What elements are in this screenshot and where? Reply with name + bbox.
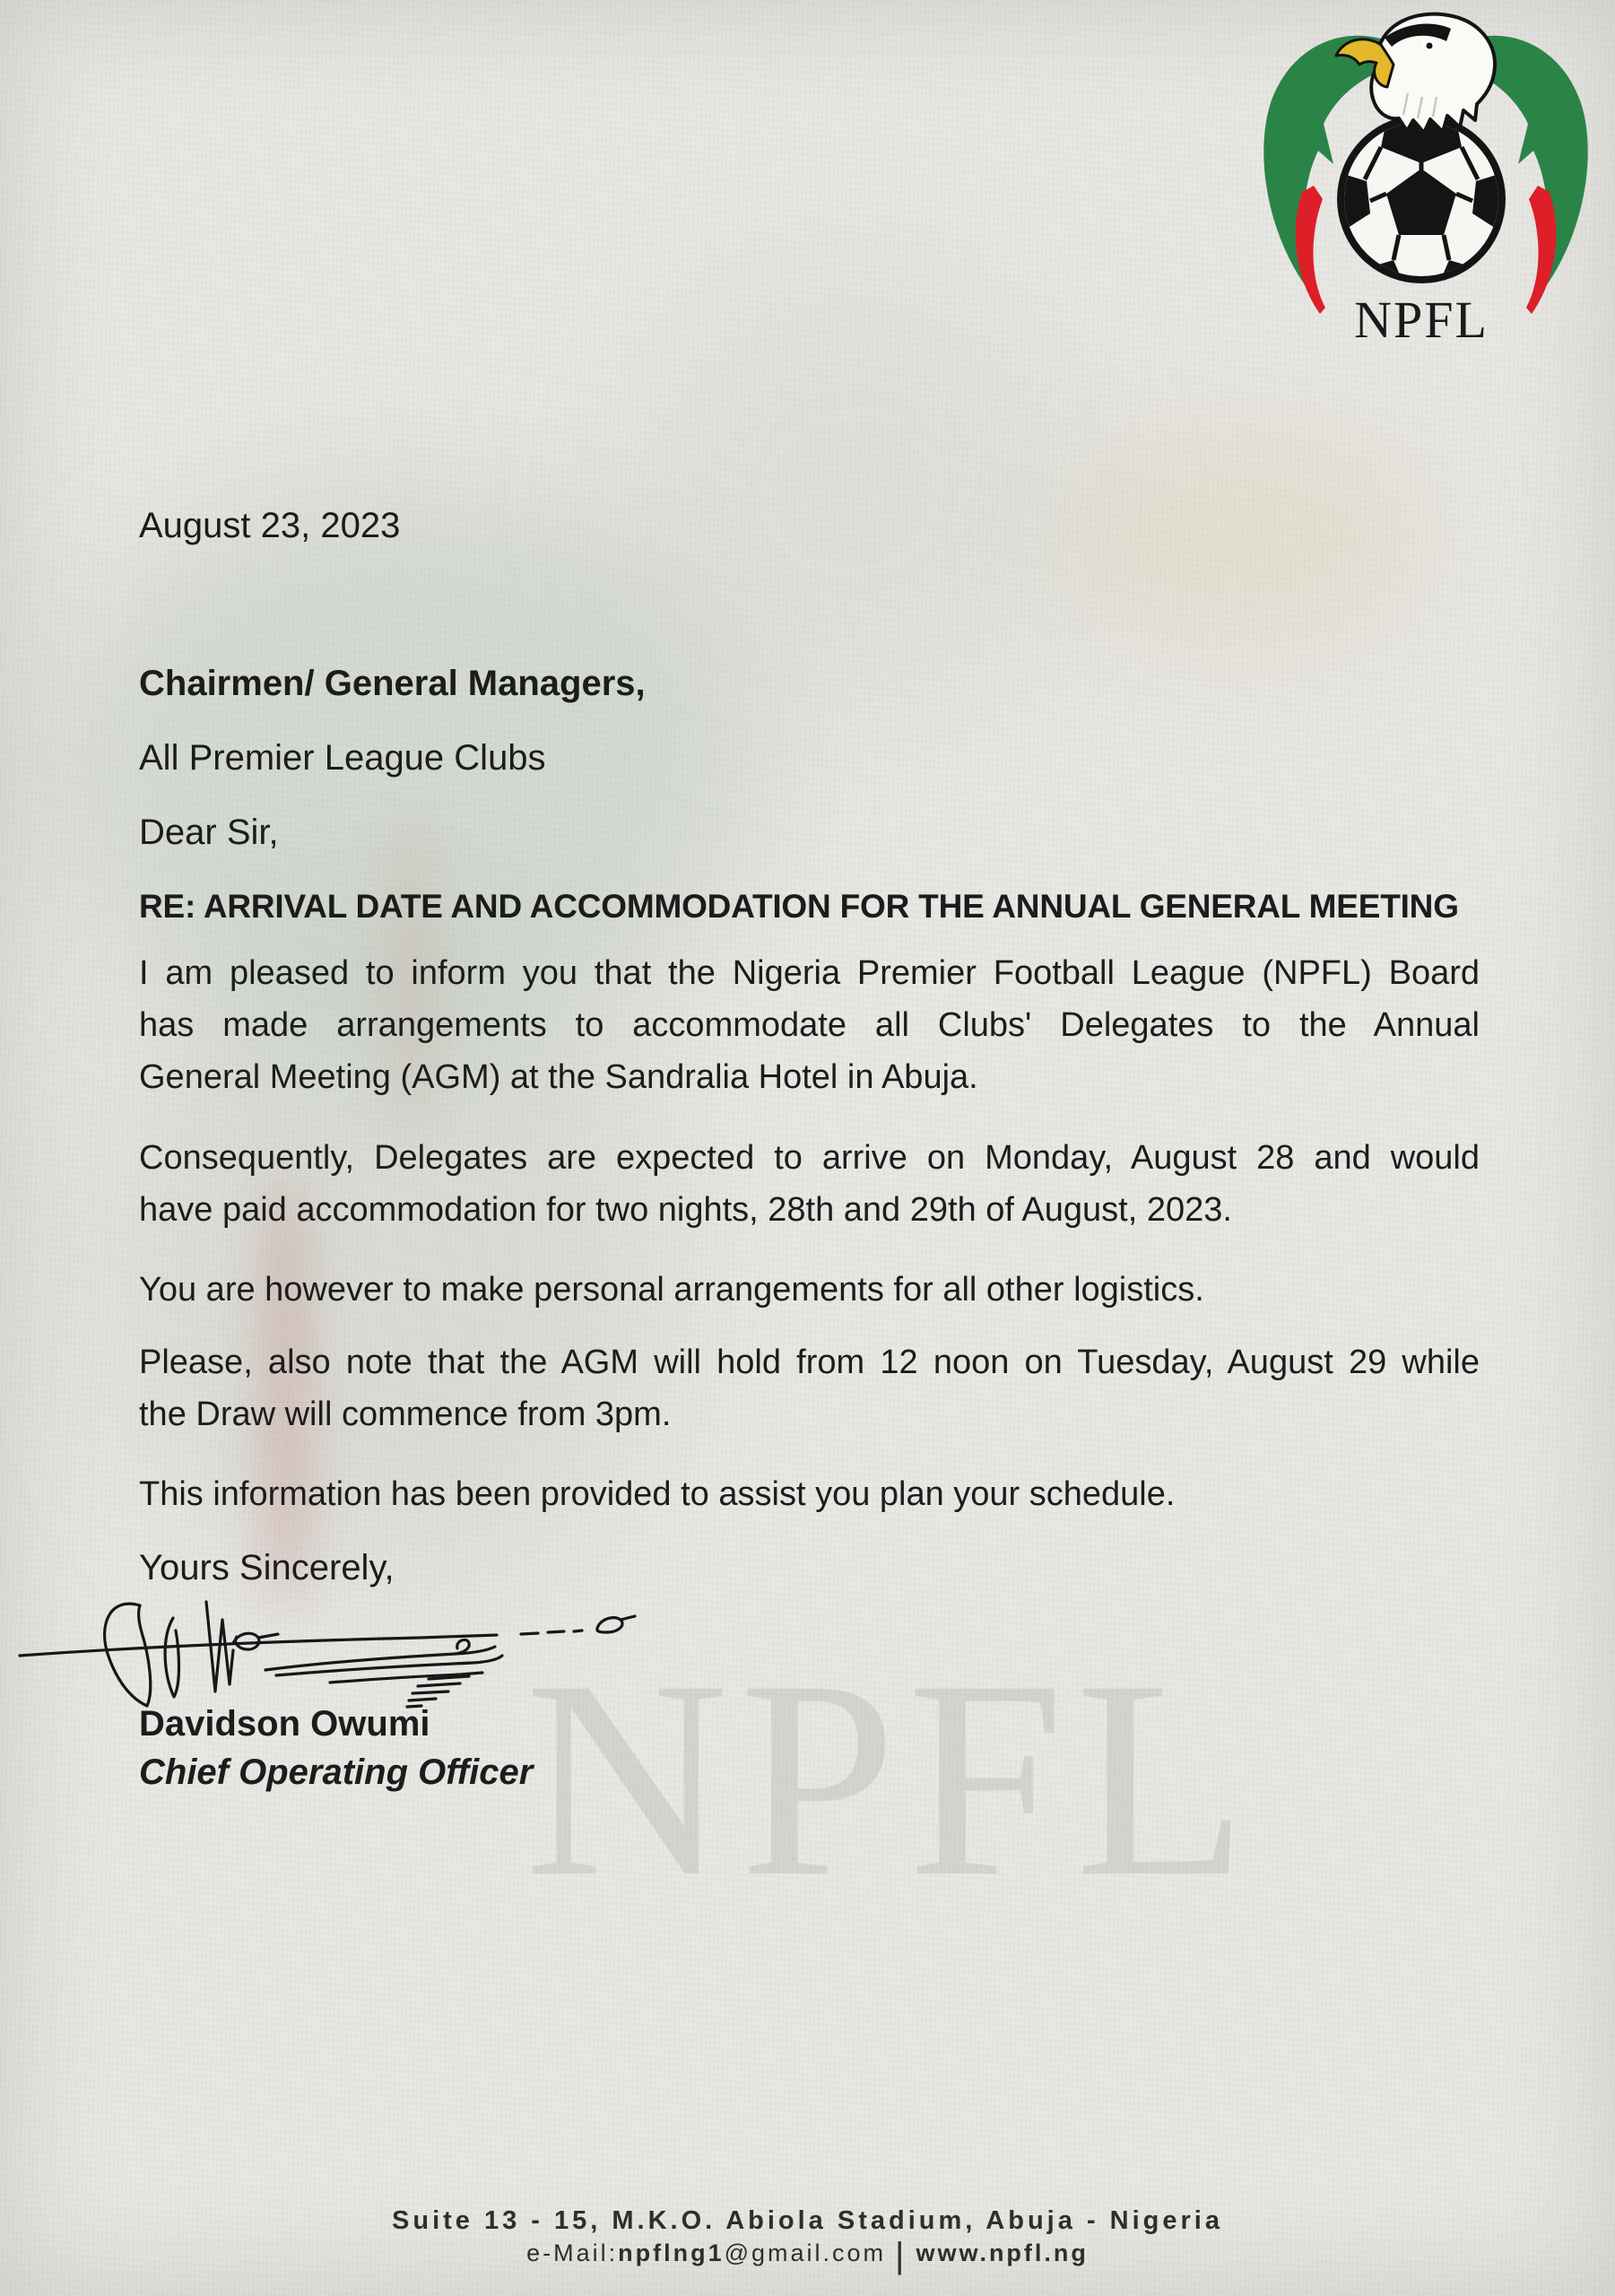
letterhead-footer	[0, 2205, 1615, 2275]
footer-separator: |	[895, 2236, 907, 2275]
paragraph-line: General Meeting (AGM) at the Sandralia Hotel in Abuja.	[139, 1058, 978, 1096]
letter-date: August 23, 2023	[139, 506, 401, 545]
red-ribbon-right	[1526, 186, 1556, 314]
paragraph-line: Consequently, Delegates are expected to arrive on Monday, August 28 and would	[139, 1139, 1480, 1177]
salutation: Dear Sir,	[139, 813, 279, 852]
npfl-logo	[1245, 5, 1607, 350]
paragraph-2	[139, 1132, 1480, 1236]
paragraph-4	[139, 1336, 1480, 1440]
red-ribbon-left	[1296, 186, 1325, 314]
paragraph-1	[139, 947, 1480, 1103]
footer-address: Suite 13 - 15, M.K.O. Abiola Stadium, Abuja - Nigeria	[392, 2206, 1223, 2235]
paragraph-line: I am pleased to inform you that the Nigeria Premier Football League (NPFL) Board	[139, 954, 1480, 992]
paragraph-3	[139, 1264, 1480, 1316]
paragraph-line: Please, also note that the AGM will hold from 12 noon on Tuesday, August 29 while	[139, 1344, 1480, 1381]
paragraph-5	[139, 1468, 1480, 1520]
paragraph-line: This information has been provided to assist you plan your schedule.	[139, 1475, 1176, 1513]
recipient-line-1: Chairmen/ General Managers,	[139, 664, 646, 703]
footer-email-label: e-Mail:	[526, 2239, 619, 2266]
soccer-ball-icon	[1333, 113, 1510, 306]
paragraph-line: have paid accommodation for two nights, 28th and 29th of August, 2023.	[139, 1191, 1232, 1229]
signatory-name: Davidson Owumi	[139, 1704, 430, 1744]
paragraph-line: the Draw will commence from 3pm.	[139, 1396, 672, 1433]
footer-website: www.npfl.ng	[916, 2239, 1089, 2266]
signatory-title: Chief Operating Officer	[139, 1752, 534, 1792]
npfl-wordmark: NPFL	[1354, 291, 1489, 349]
recipient-line-2: All Premier League Clubs	[139, 738, 546, 778]
npfl-text-watermark: NPFL	[525, 1622, 1259, 1935]
footer-contact	[0, 2236, 1615, 2275]
paragraph-line: You are however to make personal arrangements for all other logistics.	[139, 1271, 1204, 1309]
footer-email-user: npflng1	[618, 2239, 725, 2266]
paper-tint-center	[628, 269, 1076, 718]
footer-email-domain: @gmail.com	[724, 2239, 887, 2266]
subject-line: RE: ARRIVAL DATE AND ACCOMMODATION FOR THE ANNUAL GENERAL MEETING	[139, 888, 1459, 925]
paragraph-line: has made arrangements to accommodate all Clubs' Delegates to the Annual	[139, 1006, 1480, 1044]
closing: Yours Sincerely,	[139, 1548, 395, 1587]
